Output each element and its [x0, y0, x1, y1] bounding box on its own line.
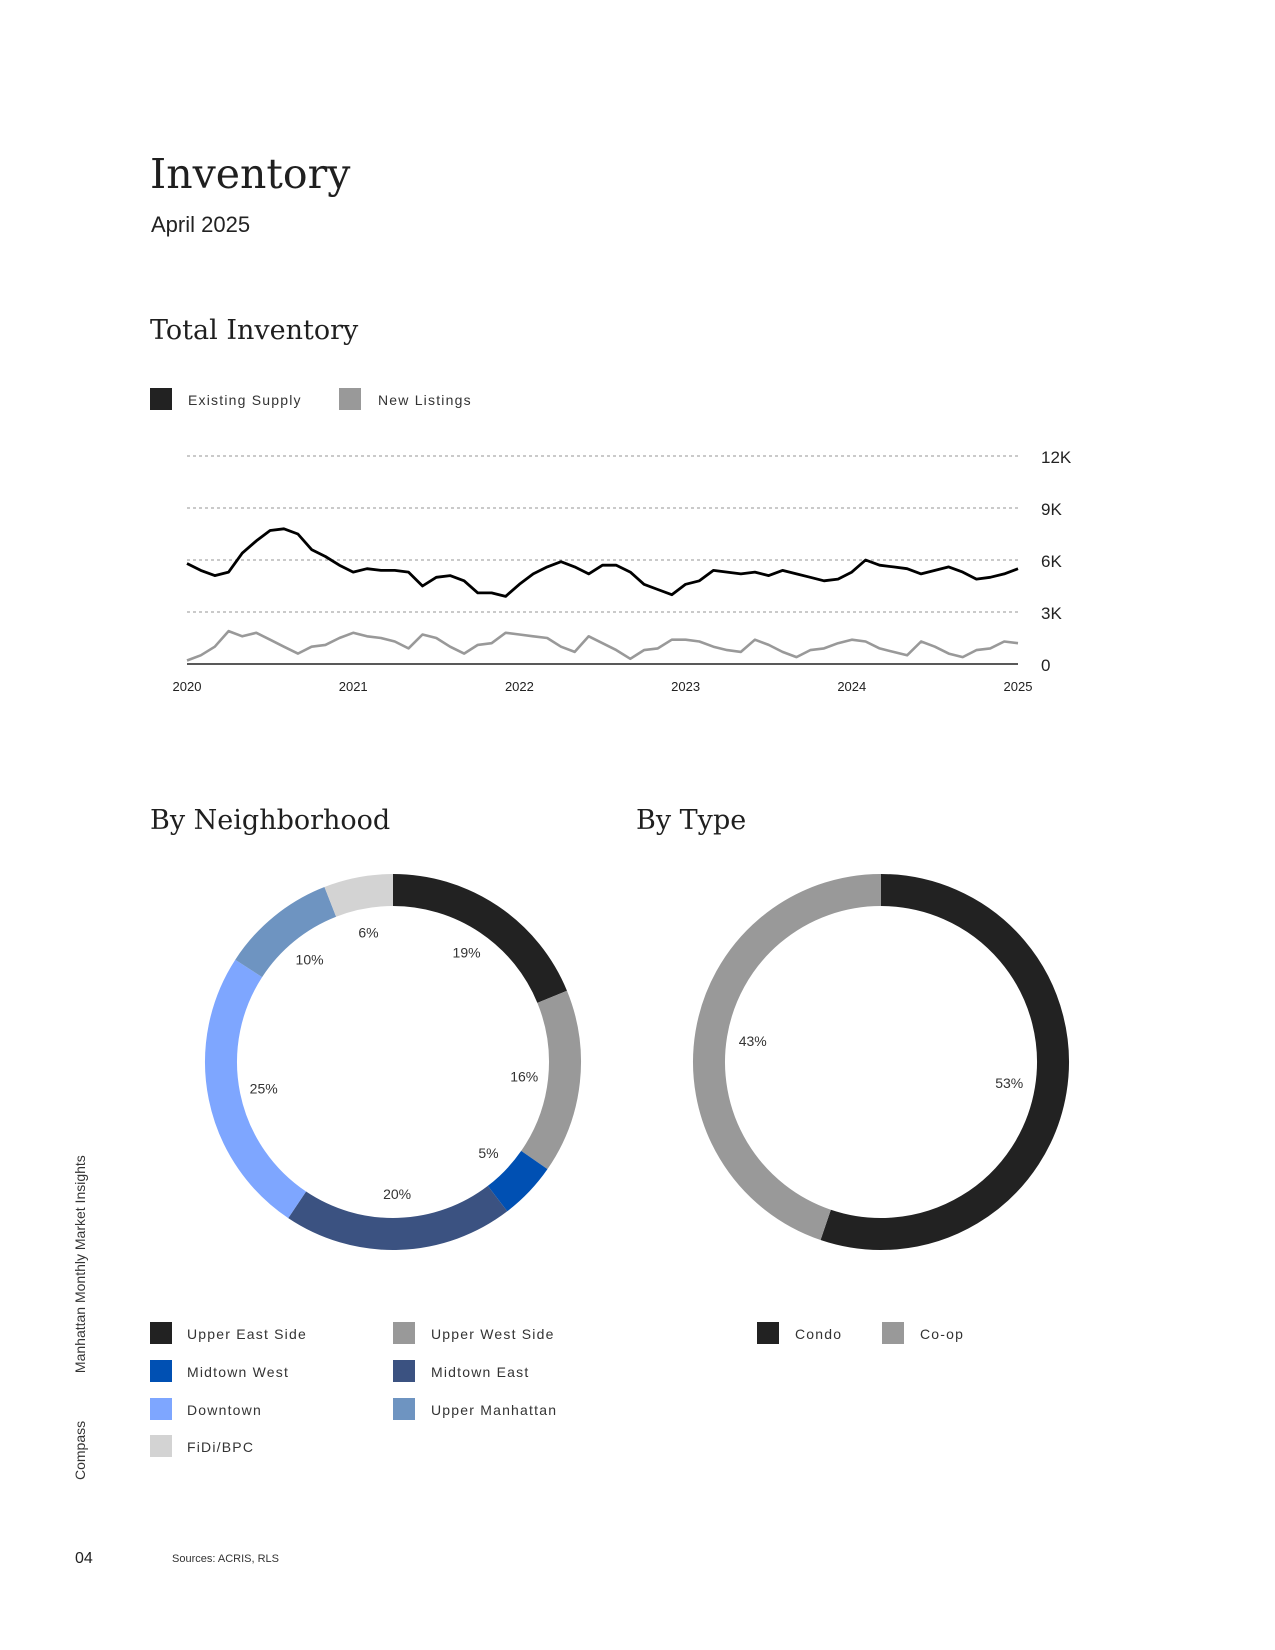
- x-tick-label: 2023: [671, 679, 701, 694]
- slice-fidi-bpc: [330, 890, 393, 902]
- y-tick-label: 6K: [1041, 552, 1062, 571]
- page-number: 04: [75, 1550, 93, 1567]
- side-label-brand: Compass: [72, 1420, 88, 1480]
- legend-label-new-listings: New Listings: [378, 392, 472, 408]
- slice-label: 6%: [358, 924, 379, 941]
- slice-midtown-west: [498, 1160, 535, 1199]
- legend-swatch-fidi-bpc: [150, 1435, 172, 1457]
- slice-label: 10%: [295, 951, 324, 968]
- x-tick-label: 2021: [338, 679, 368, 694]
- donut-charts: [0, 850, 1275, 1280]
- slice-label: 43%: [738, 1032, 767, 1049]
- y-tick-label: 3K: [1041, 604, 1062, 623]
- y-tick-label: 12K: [1041, 448, 1072, 467]
- legend-swatch-condo: [757, 1322, 779, 1344]
- legend-label-midtown-east: Midtown East: [431, 1364, 530, 1380]
- legend-label-upper-west-side: Upper West Side: [431, 1326, 555, 1342]
- sources-note: Sources: ACRIS, RLS: [172, 1553, 279, 1565]
- side-label-series: Manhattan Monthly Market Insights: [72, 1155, 88, 1374]
- page-subtitle: April 2025: [151, 212, 251, 237]
- slice-label: 20%: [383, 1185, 412, 1202]
- legend-label-fidi-bpc: FiDi/BPC: [187, 1439, 255, 1455]
- legend-swatch-co-op: [882, 1322, 904, 1344]
- slice-label: 19%: [452, 944, 481, 961]
- legend-swatch-downtown: [150, 1398, 172, 1420]
- series-line-existing-supply: [187, 529, 1018, 597]
- legend-swatch-upper-east-side: [150, 1322, 172, 1344]
- by-type-title: By Type: [636, 805, 747, 836]
- series-line-new-listings: [187, 631, 1018, 660]
- slice-label: 16%: [510, 1068, 539, 1085]
- slice-upper-west-side: [534, 997, 565, 1160]
- type-donut: [709, 890, 1053, 1234]
- legend-label-downtown: Downtown: [187, 1402, 262, 1418]
- x-tick-label: 2025: [1003, 679, 1033, 694]
- y-tick-label: 9K: [1041, 500, 1062, 519]
- slice-label: 5%: [478, 1145, 499, 1162]
- legend-swatch-midtown-east: [393, 1360, 415, 1382]
- legend-label-upper-east-side: Upper East Side: [187, 1326, 307, 1342]
- page-title: Inventory: [150, 150, 351, 198]
- slice-label: 53%: [995, 1075, 1024, 1092]
- legend-swatch-midtown-west: [150, 1360, 172, 1382]
- legend-label-co-op: Co-op: [920, 1326, 965, 1342]
- total-inventory-chart: [0, 0, 1275, 720]
- x-tick-label: 2020: [172, 679, 202, 694]
- x-tick-label: 2024: [837, 679, 867, 694]
- x-tick-label: 2022: [504, 679, 534, 694]
- legend-swatch-upper-west-side: [393, 1322, 415, 1344]
- side-text: [72, 1080, 88, 1480]
- legend-label-existing-supply: Existing Supply: [188, 392, 302, 408]
- legend-swatch-upper-manhattan: [393, 1398, 415, 1420]
- y-tick-label: 0: [1041, 656, 1051, 675]
- by-neighborhood-title: By Neighborhood: [150, 805, 391, 836]
- slice-midtown-east: [297, 1199, 497, 1234]
- neighborhood-donut: [221, 890, 565, 1234]
- slice-co-op: [709, 890, 881, 1225]
- total-inventory-title: Total Inventory: [150, 315, 359, 346]
- slice-condo: [826, 890, 1053, 1234]
- legend-label-condo: Condo: [795, 1326, 843, 1342]
- legend-label-midtown-west: Midtown West: [187, 1364, 290, 1380]
- slice-label: 25%: [249, 1080, 278, 1097]
- legend-label-upper-manhattan: Upper Manhattan: [431, 1402, 558, 1418]
